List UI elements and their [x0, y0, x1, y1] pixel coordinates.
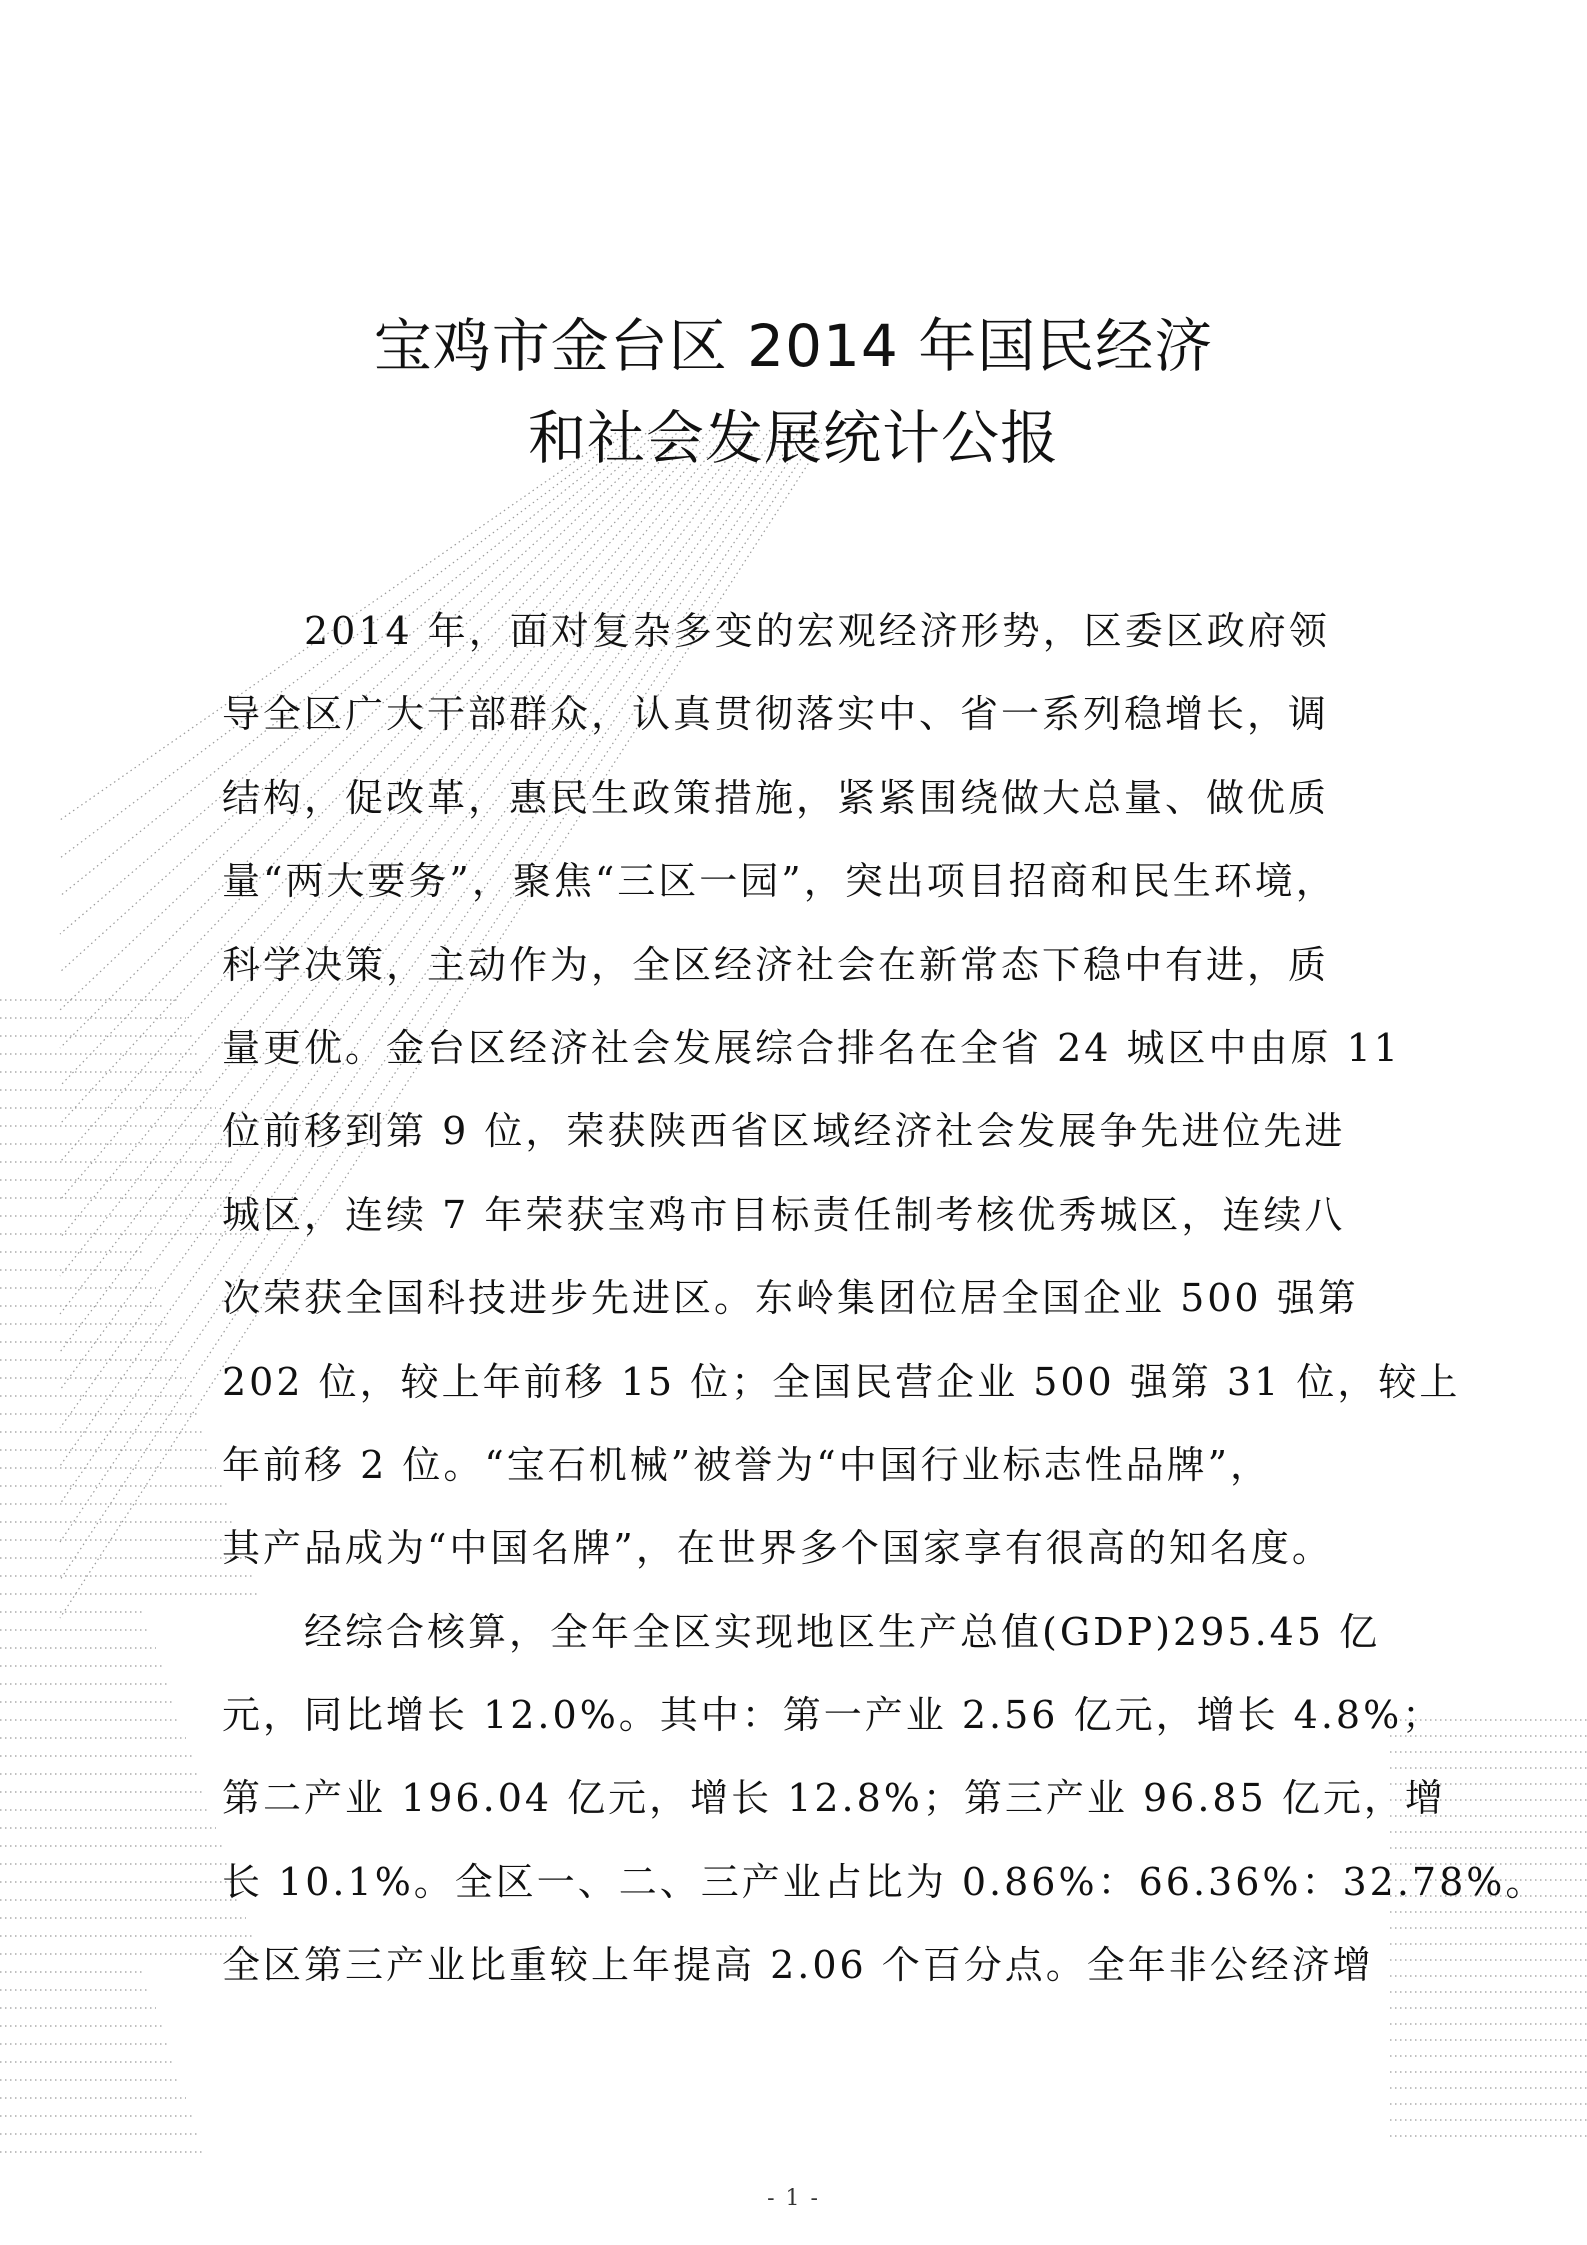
title-line-1: 宝鸡市金台区 2014 年国民经济 [373, 312, 1214, 380]
report-body [222, 590, 1547, 2008]
body-line: 结构，促改革，惠民生政策措施，紧紧围绕做大总量、做优质 [222, 775, 1330, 820]
body-line: 城区，连续 7 年荣获宝鸡市目标责任制考核优秀城区，连续八 [222, 1192, 1346, 1237]
title-line-2: 和社会发展统计公报 [527, 404, 1059, 472]
body-line: 经综合核算，全年全区实现地区生产总值(GDP)295.45 亿 [222, 1609, 1381, 1654]
body-line: 次荣获全国科技进步先进区。东岭集团位居全国企业 500 强第 [222, 1276, 1359, 1321]
body-line: 科学决策，主动作为，全区经济社会在新常态下稳中有进，质 [222, 942, 1330, 987]
body-line: 量更优。金台区经济社会发展综合排名在全省 24 城区中由原 11 [222, 1025, 1401, 1070]
body-line: 长 10.1%。全区一、二、三产业占比为 0.86%：66.36%：32.78%。 [222, 1859, 1547, 1904]
body-line: 全区第三产业比重较上年提高 2.06 个百分点。全年非公经济增 [222, 1943, 1374, 1988]
body-line: 年前移 2 位。“宝石机械”被誉为“中国行业标志性品牌”， [222, 1442, 1272, 1487]
body-line: 量“两大要务”，聚焦“三区一园”，突出项目招商和民生环境， [222, 859, 1337, 904]
body-line: 2014 年，面对复杂多变的宏观经济形势，区委区政府领 [222, 609, 1330, 653]
body-line: 202 位，较上年前移 15 位；全国民营企业 500 强第 31 位，较上 [222, 1359, 1461, 1404]
body-line: 导全区广大干部群众，认真贯彻落实中、省一系列稳增长，调 [222, 692, 1330, 737]
page-number: - 1 - [767, 2186, 820, 2211]
body-line: 元，同比增长 12.0%。其中：第一产业 2.56 亿元，增长 4.8%； [222, 1693, 1444, 1738]
report-title [0, 300, 1587, 484]
body-line: 其产品成为“中国名牌”，在世界多个国家享有很高的知名度。 [222, 1526, 1333, 1571]
body-line: 位前移到第 9 位，荣获陕西省区域经济社会发展争先进位先进 [222, 1109, 1346, 1154]
body-line: 第二产业 196.04 亿元，增长 12.8%；第三产业 96.85 亿元，增 [222, 1776, 1446, 1821]
